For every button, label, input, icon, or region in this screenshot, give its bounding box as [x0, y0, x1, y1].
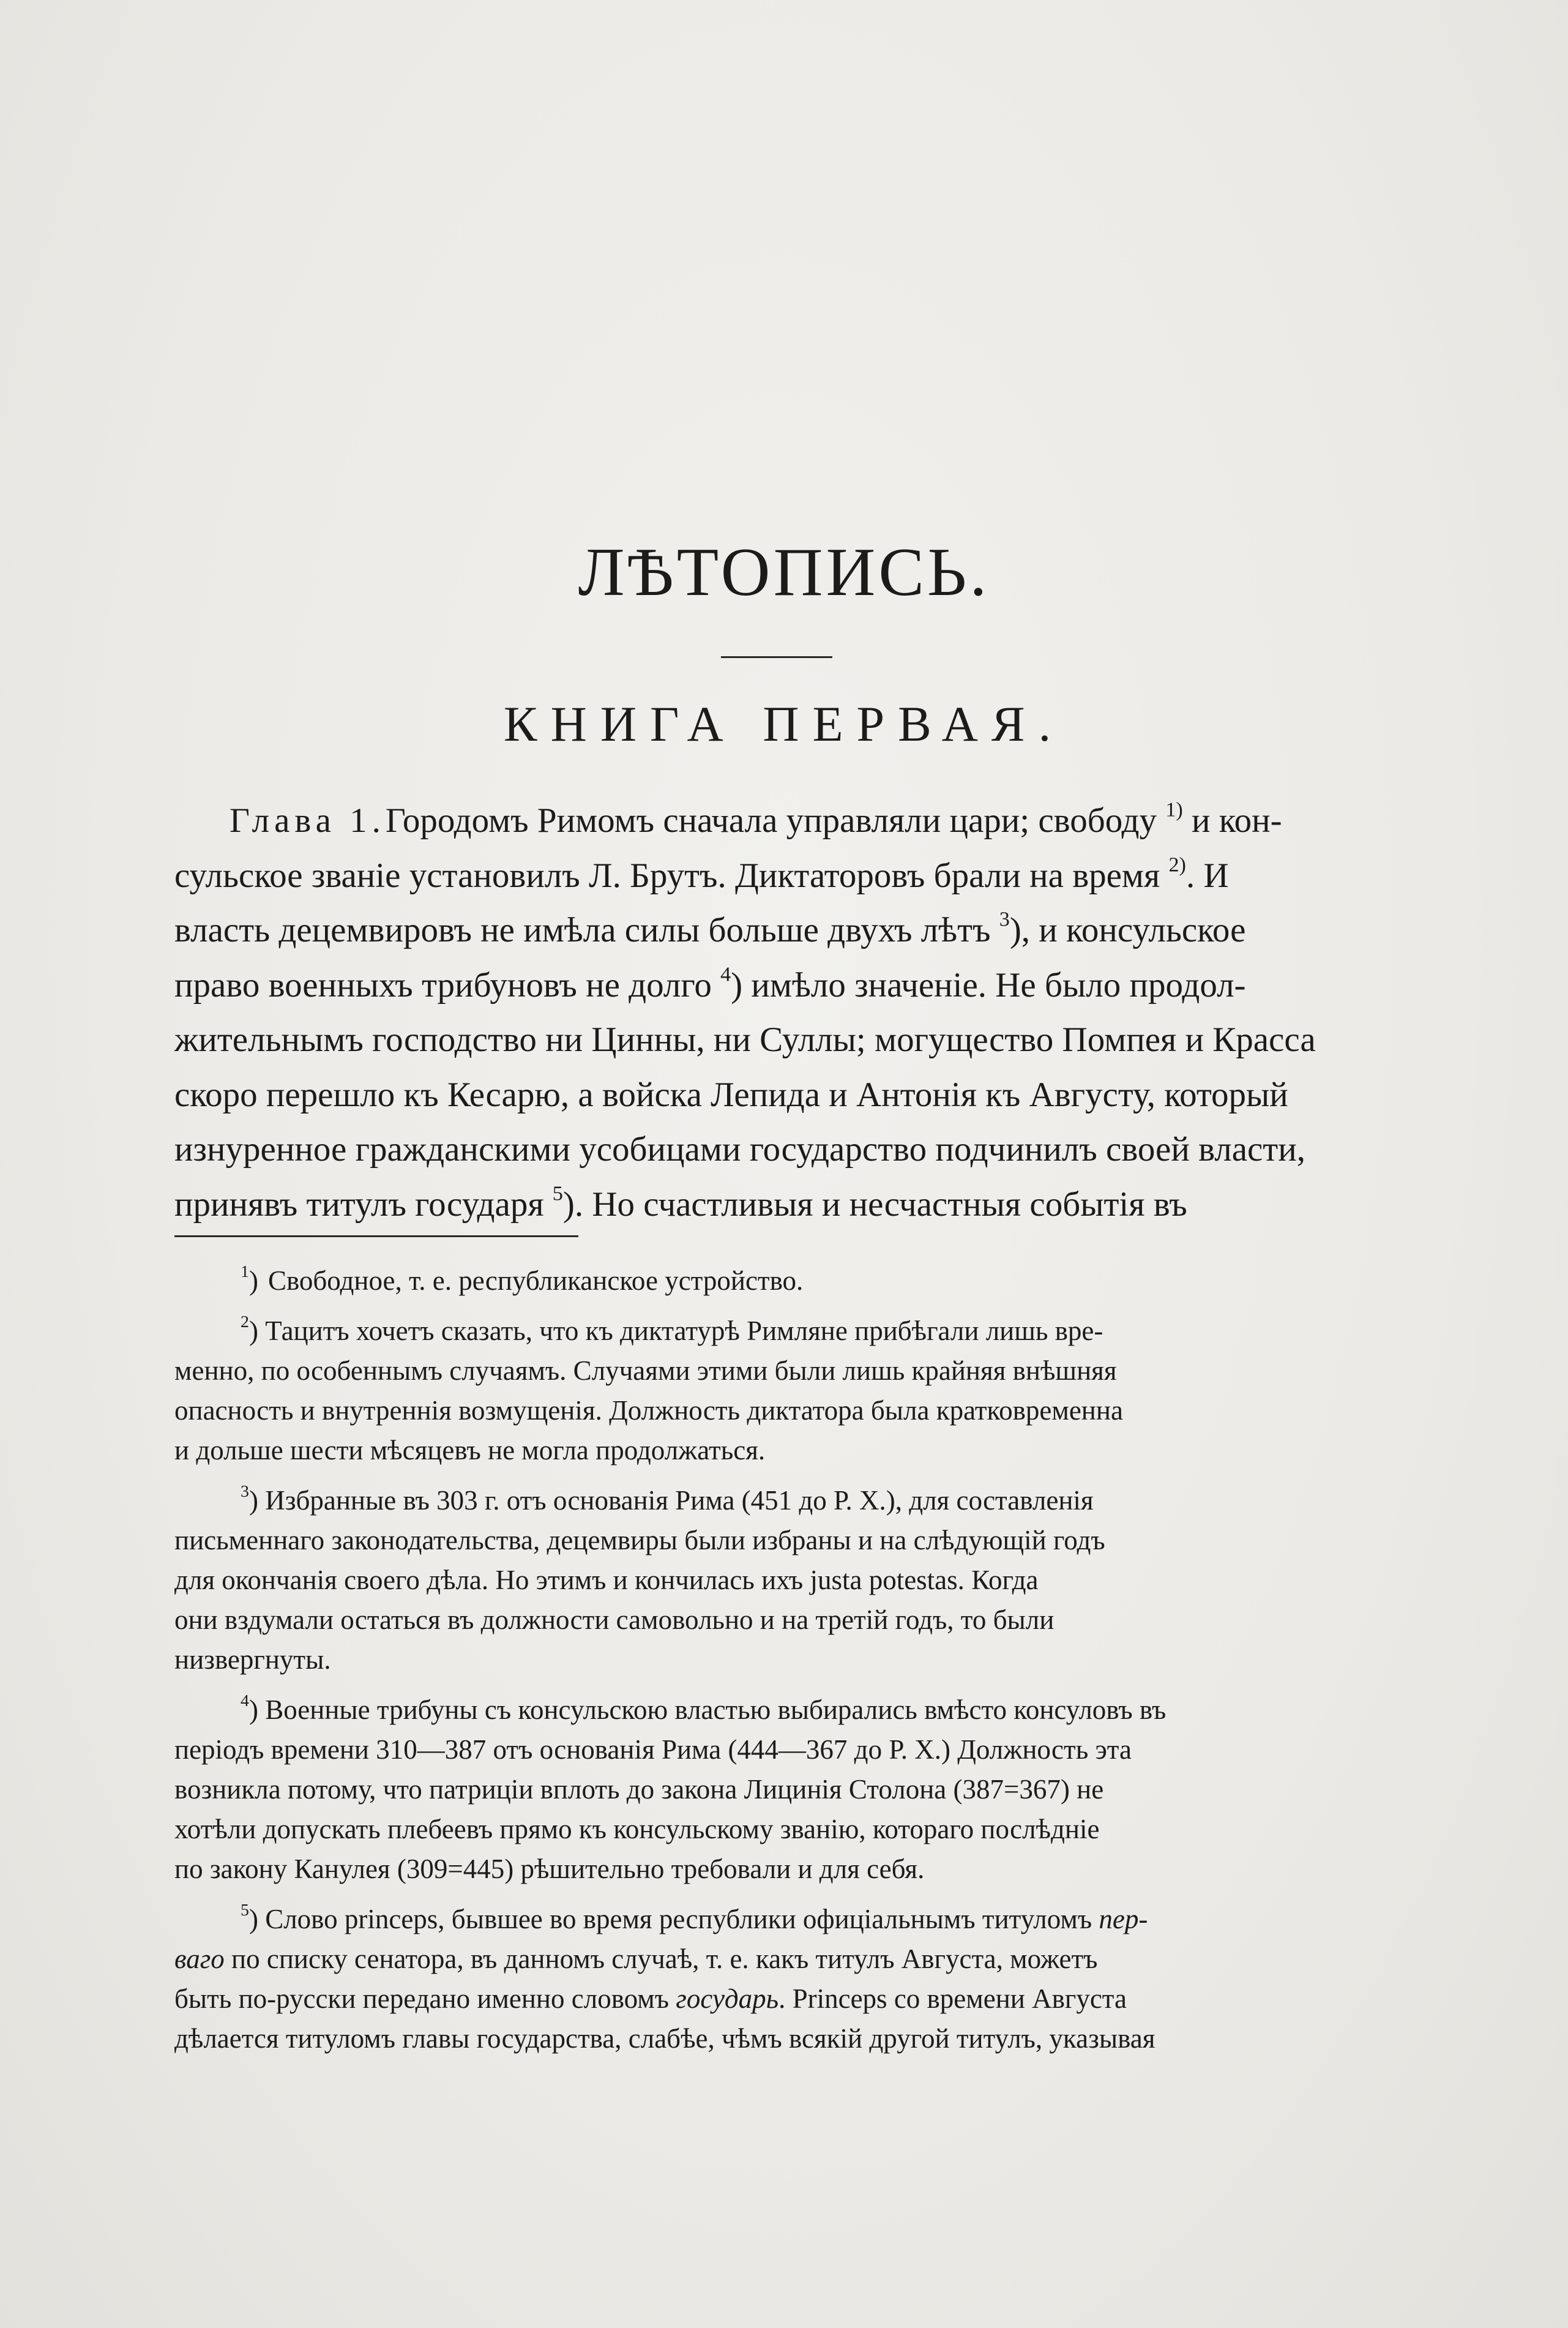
footnote-ref: 1)	[1165, 798, 1183, 822]
page-title: ЛѢТОПИСЬ.	[578, 534, 990, 610]
footnote-2	[174, 1311, 1405, 1470]
footnote-number: $^3$)	[241, 1482, 258, 1516]
footnote-line: письменнаго законодательства, децемвиры были избраны и на слѣдующій годъ	[174, 1525, 1105, 1555]
text-segment: быть по-русски передано именно словомъ государь. Princeps со времени Августа	[174, 1983, 1127, 2014]
footnote-number: $^4$)	[241, 1691, 258, 1725]
footnote-line: для окончанія своего дѣла. Но этимъ и кончилась ихъ justa potestas. Когда	[174, 1565, 1039, 1595]
footnote-line: низвергнуты.	[174, 1644, 331, 1675]
text-segment: принявъ титулъ государя $^5$). Но счастливыя и несчастныя событія въ	[174, 1181, 1187, 1224]
title-divider	[721, 656, 832, 658]
footnote-line	[174, 1939, 1405, 1979]
footnote-line	[174, 1979, 1405, 2019]
footnote-line: хотѣли допускать плебеевъ прямо къ консульскому званію, котораго послѣдніе	[174, 1814, 1100, 1844]
footnote-line: дѣлается титуломъ главы государства, слабѣе, чѣмъ всякій другой титулъ, указывая	[174, 2023, 1155, 2054]
footnote-5	[174, 1899, 1405, 2059]
text-line	[174, 958, 1405, 1013]
footnote-line: менно, по особеннымъ случаямъ. Случаями этими были лишь крайняя внѣшняя	[174, 1355, 1117, 1386]
text-segment: $^5$) Слово princeps, бывшее во время республики офиціальнымъ титуломъ пер-	[241, 1901, 1148, 1934]
text-segment: ваго по списку сенатора, въ данномъ случаѣ, т. е. какъ титулъ Августа, можетъ	[174, 1944, 1098, 1974]
footnote-line: по закону Канулея (309=445) рѣшительно требовали и для себя.	[174, 1854, 925, 1884]
footnote-line: возникла потому, что патриціи вплоть до закона Лицинія Столона (387=367) не	[174, 1774, 1104, 1805]
text-line: скоро перешло къ Кесарю, а войска Лепида и Антонія къ Августу, который	[174, 1075, 1288, 1114]
text-line	[174, 1177, 1405, 1232]
footnote-1	[174, 1261, 1405, 1301]
text-segment: $^3$) Избранные въ 303 г. отъ основанія Рима (451 до Р. X.), для составленія	[241, 1482, 1094, 1516]
footnote-number: $^5$)	[241, 1901, 258, 1934]
footnotes	[174, 1261, 1405, 2069]
book-title: КНИГА ПЕРВАЯ.	[503, 696, 1065, 752]
footnote-3	[174, 1481, 1405, 1680]
text-line: изнуренное гражданскими усобицами государство подчинилъ своей власти,	[174, 1130, 1305, 1169]
footnote-ref: 2)	[1168, 853, 1186, 876]
main-text	[174, 793, 1405, 1232]
footnote-number: $^2$)	[241, 1312, 258, 1346]
footnote-line: $^1$) Свободное, т. е. республиканское устройство.	[174, 1261, 1405, 1301]
text-segment: сульское званіе установилъ Л. Брутъ. Диктаторовъ брали на время $^{2)}$. И	[174, 853, 1229, 895]
chapter-label: Глава 1.	[230, 801, 386, 840]
text-segment: $^2$) Тацитъ хочетъ сказать, что къ диктатурѣ Римляне прибѣгали лишь вре-	[241, 1312, 1103, 1346]
footnote-line	[174, 1311, 1405, 1351]
text-segment: право военныхъ трибуновъ не долго $^4$) имѣло значеніе. Не было продол-	[174, 962, 1246, 1005]
footnote-4	[174, 1690, 1405, 1889]
text-segment: власть децемвировъ не имѣла силы больше двухъ лѣтъ $^3$), и консульское	[174, 908, 1246, 949]
footnote-line: періодъ времени 310—387 отъ основанія Рима (444—367 до Р. X.) Должность эта	[174, 1734, 1132, 1765]
text-line	[174, 793, 1405, 848]
footnote-divider	[174, 1235, 578, 1237]
footnote-line: опасность и внутреннія возмущенія. Должность диктатора была кратковременна	[174, 1395, 1123, 1426]
text-line	[174, 848, 1405, 904]
footnote-line	[174, 1481, 1405, 1521]
text-line: жительнымъ господство ни Цинны, ни Суллы; могущество Помпея и Красса	[174, 1020, 1316, 1059]
footnote-ref: 3	[999, 908, 1010, 931]
footnote-number: $^1$)	[241, 1262, 258, 1296]
footnote-ref: 4	[720, 962, 731, 986]
footnote-ref: 5	[552, 1181, 563, 1205]
text-segment: Городомъ Римомъ сначала управляли цари; свободу $^{1)}$ и кон-	[385, 798, 1282, 840]
footnote-line: и дольше шести мѣсяцевъ не могла продолжаться.	[174, 1435, 766, 1465]
footnote-line	[174, 1899, 1405, 1939]
footnote-line: они вздумали остаться въ должности самовольно и на третій годъ, то были	[174, 1604, 1055, 1635]
text-segment: $^4$) Военные трибуны съ консульскою властью выбирались вмѣсто консуловъ въ	[241, 1691, 1167, 1725]
footnote-line	[174, 1690, 1405, 1730]
text-line	[174, 903, 1405, 958]
